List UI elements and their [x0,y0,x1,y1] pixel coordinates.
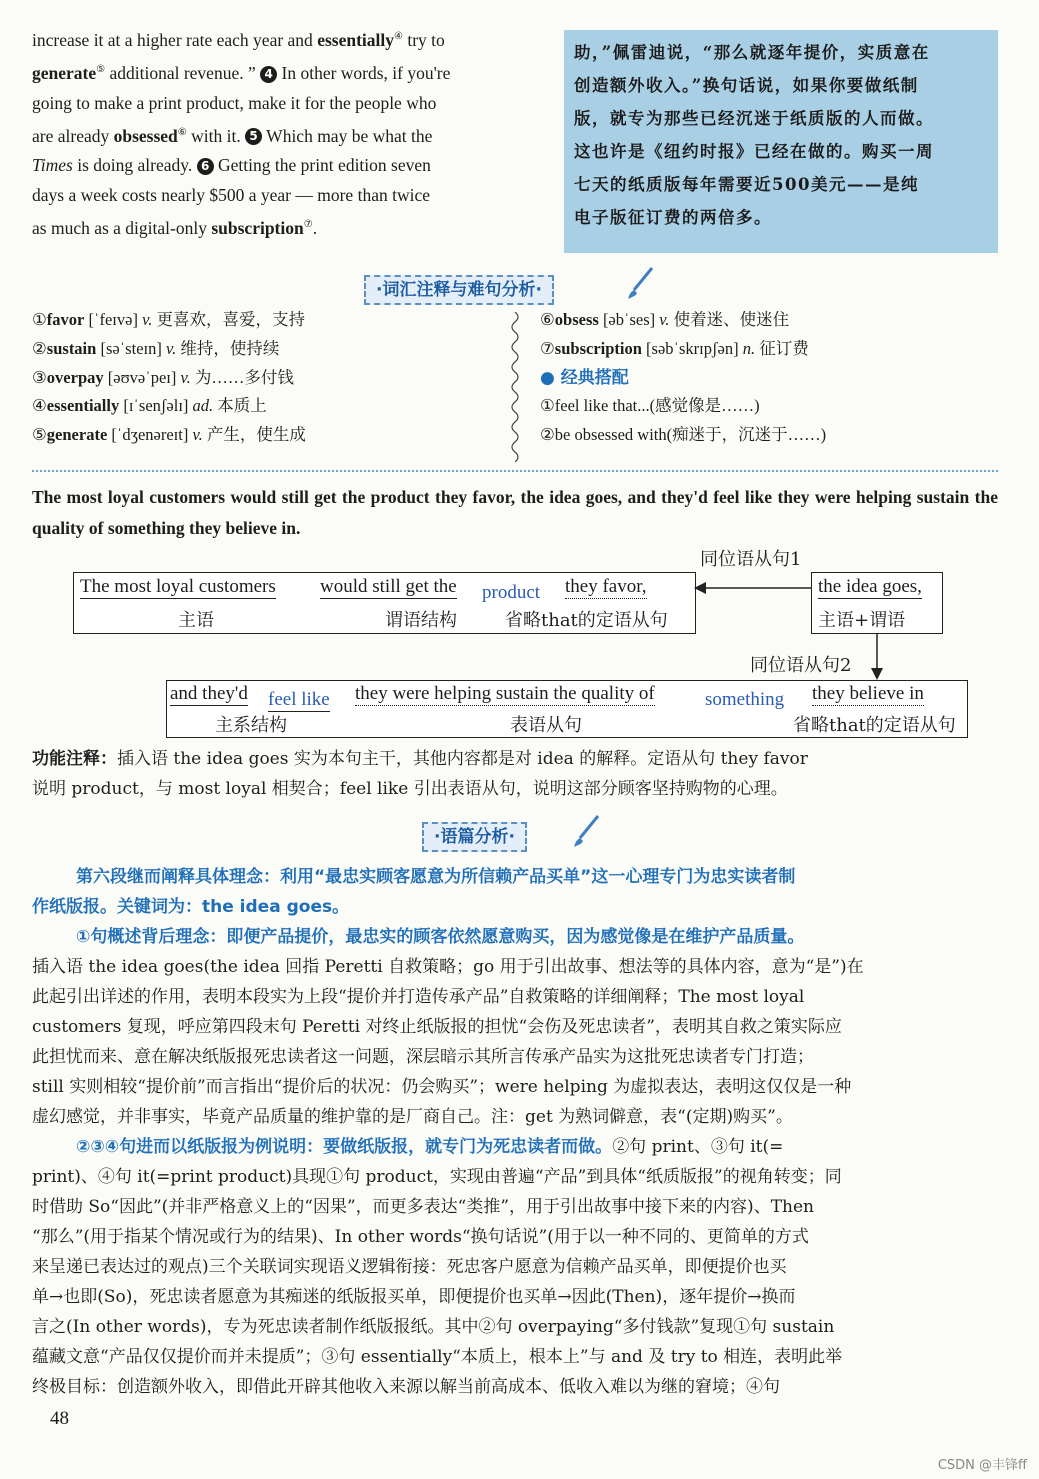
predicative-clause-text: they were helping sustain the quality of [355,683,655,704]
main-clause-text: and they'd [170,683,248,704]
translation-box: 助，”佩雷迪说，“那么就逐年提价，实质意在 创造额外收入。”换句话说，如果你要做纸制 版，就专为那些已经沉迷于纸质版的人而做。 这也许是《纽约时报》已经在做的。购买一周 七天的纸质版每年需要近500美元——是纯 电子版征订费的两倍多。 [564,30,998,253]
feel-like-text: feel like [268,689,330,710]
vocab-item: ⑦subscription [səbˈskrɪpʃən] n. 征订费 [540,338,809,358]
appositive-label-2: 同位语从句2 [750,655,852,676]
attr-clause-text: they favor, [565,576,647,597]
product-word: product [482,582,541,603]
vocab-banner: ·词汇注释与难句分析· [364,275,554,305]
label-predicate: 谓语结构 [385,610,457,631]
down-arrow-icon [870,634,884,680]
predicate-text: would still get the [320,576,457,597]
idea-goes-text: the idea goes, [818,576,922,597]
analysis-banner: ·语篇分析· [422,822,527,852]
bullet-icon: ● [540,367,555,388]
collocation-heading: ● 经典搭配 [540,367,629,388]
subject-text: The most loyal customers [80,576,276,597]
page-number: 48 [50,1408,69,1429]
label-attributive: 省略that的定语从句 [505,610,668,631]
brush-icon [572,814,602,848]
label-subject-verb: 主语+谓语 [818,610,906,631]
vocab-item: ②sustain [səˈsteɪn] v. 维持，使持续 [32,338,280,358]
label-main-clause: 主系结构 [215,715,287,736]
vocab-list-left [32,306,502,450]
circled-5-icon: 5 [245,128,262,145]
vocab-list-right [540,306,998,450]
vocab-item: ⑥obsess [əbˈses] v. 使着迷、使迷住 [540,310,790,329]
vocab-item: ①favor [ˈfeɪvə] v. 更喜欢，喜爱，支持 [32,310,305,329]
function-note: 功能注释：插入语 the idea goes 实为本句主干，其他内容都是对 idea 的解释。定语从句 they favor 说明 product，与 most loyal 相契合；feel like 引出表语从句，说明这部分顾客坚持购物的心理。 [32,749,808,799]
collocation-item: ①feel like that...(感觉像是……) [540,396,760,416]
circled-4-icon: 4 [260,66,277,83]
analysis-section: 第六段继而阐释具体理念：利用“最忠实顾客愿意为所信赖产品买单”这一心理专门为忠实读者制 作纸版报。关键词为：the idea goes。 ①句概述背后理念：即便产品提价，最忠实的顾客依然愿意购买，因为感觉像是在维护产品质量。 插入语 the idea goes(the idea 回指 Peretti 自救策略；go 用于引出故事、想法等的具体内容，意为“是”)在 此起引出详述的作用，表明本段实为上段“提价并打造传承产品”自救策略的详细阐释；The most loyal customers 复现，呼应第四段末句 Peretti 对终止纸版报的担忧“会伤及死忠读者”，表明其自救之策实际应 此担忧而来、意在解决纸版报死忠读者这一问题，深层暗示其所言传承产品实为这批死忠读者专门打造； still 实则相较“提价前”而言指出“提价后的状况：仍会购买”；were helping 为虚拟表达，表明这仅仅是一种 虚幻感觉，并非事实，毕竟产品质量的维护靠的是厂商自己。注：get 为熟词僻意，表“(定期)购买”。 ②③④句进而以纸版报为例说明：要做纸版报，就专门为死忠读者而做。②句 print、③句 it(= print)、④句 it(=print product)具现①句 product，实现由普遍“产品”到具体“纸质版报”的视角转变；同 时借助 So“因此”(并非严格意义上的“因果”，而更多表达“类推”，用于引出故事中接下来的内容)、Then “那么”(用于指某个情况或行为的结果)、In other words“换句话说”(用于以一种不同的、更简单的方式 来呈递已表达过的观点)三个关联词实现语义逻辑衔接：死忠客户愿意为信赖产品买单，即便提价也买 单→也即(So)，死忠读者愿意为其痴迷的纸版报买单，即便提价也买单→因此(Then)，逐年提价→换而 言之(In other words)，专为死忠读者制作纸版报纸。其中②句 overpaying“多付钱款”复现①句 sustain 蕴藏文意“产品仅仅提价而并未提质”；③句 essentially“本质上，根本上”与 and 及 try to 相连，表明此举 终极目标：创造额外收入，即借此开辟其他收入来源以解当前高成本、低收入难以为继的窘境；④句 [32,862,998,1402]
vocab-item: ③overpay [əʊvəˈpeɪ] v. 为……多付钱 [32,367,294,387]
english-passage: increase it at a higher rate each year and essentially④ try to generate⑤ additional revenue. ” 4 In other words, if you're going to make a print product, make it for the people who are already obsessed⑥ with it. 5 Which may be what the Times is doing already. 6 Getting the print edition seven days a week costs nearly $500 a year — more than twice as much as a digital-only subscription⑦. [32,29,451,239]
key-sentence: The most loyal customers would still get the product they favor, the idea goes, and they'd feel like they were helping sustain the quality of something they believe in. [32,487,998,538]
brush-icon [626,266,656,300]
label-predicative: 表语从句 [510,715,582,736]
analysis-heading: 第六段继而阐释具体理念：利用“最忠实顾客愿意为所信赖产品买单”这一心理专门为忠实读者制 [76,867,796,887]
analysis-point-1: ①句概述背后理念：即便产品提价，最忠实的顾客依然愿意购买，因为感觉像是在维护产品质量。 [76,927,805,947]
label-attributive-2: 省略that的定语从句 [793,715,956,736]
wavy-divider [508,312,522,462]
appositive-label-1: 同位语从句1 [700,549,802,570]
vocab-item: ④essentially [ɪˈsenʃəlɪ] ad. 本质上 [32,396,267,416]
something-word: something [705,689,785,710]
vocab-item: ⑤generate [ˈdʒenəreɪt] v. 产生，使生成 [32,425,306,445]
left-arrow-icon [694,580,814,596]
collocation-item: ②be obsessed with(痴迷于，沉迷于……) [540,425,827,445]
attr-clause-2-text: they believe in [812,683,924,704]
circled-6-icon: 6 [197,158,214,175]
dotted-separator [32,470,998,472]
analysis-point-2: ②③④句进而以纸版报为例说明：要做纸版报，就专门为死忠读者而做。 [76,1137,613,1157]
watermark: CSDN @丰锋ff [937,1458,1027,1473]
label-subject: 主语 [178,610,214,631]
